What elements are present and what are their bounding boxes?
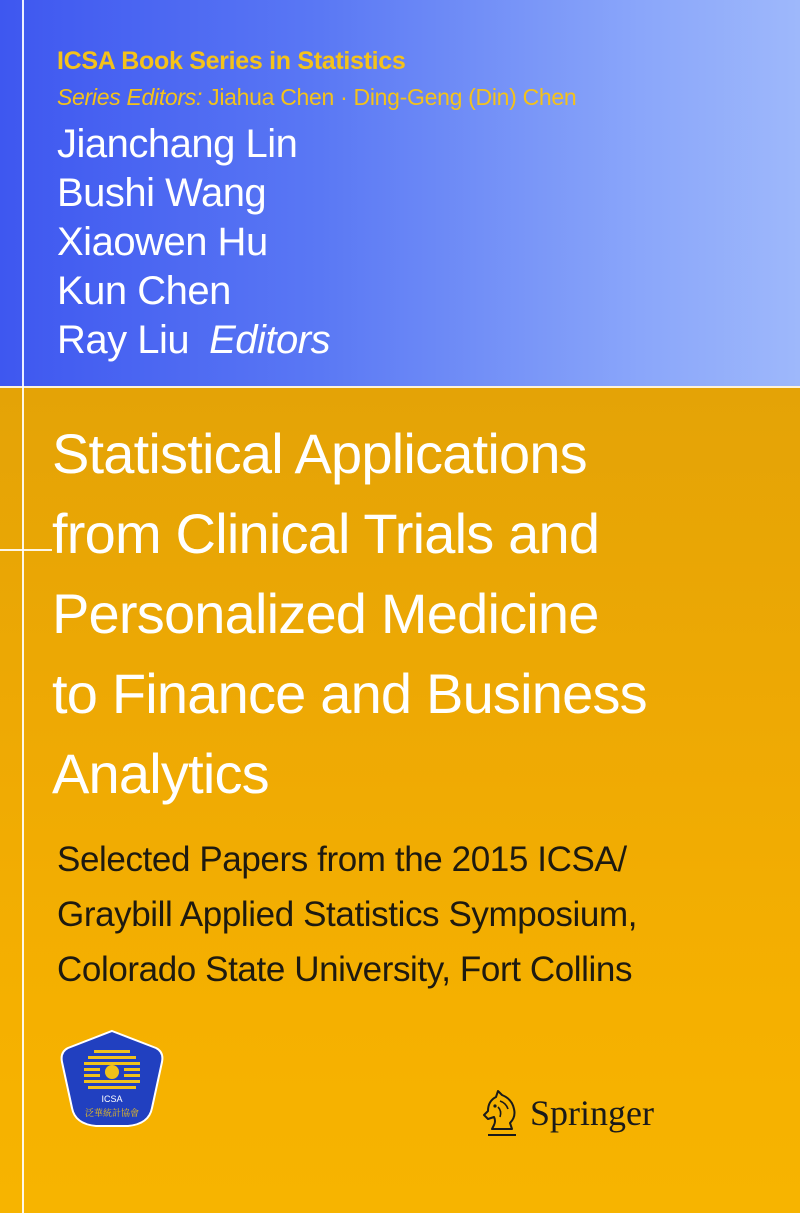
subtitle-line: Selected Papers from the 2015 ICSA/ (57, 840, 627, 879)
series-title: ICSA Book Series in Statistics (57, 47, 406, 75)
series-editors-label: Series Editors: (57, 84, 203, 110)
editor-name: Xiaowen Hu (57, 220, 268, 264)
editor-name: Jianchang Lin (57, 122, 298, 166)
editors-role: Editors (209, 318, 331, 362)
title-line: Personalized Medicine (52, 582, 599, 645)
band-separator (0, 386, 800, 388)
subtitle-line: Colorado State University, Fort Collins (57, 950, 633, 989)
title-line: Analytics (52, 742, 269, 805)
editor-name: Bushi Wang (57, 171, 267, 215)
book-title (52, 414, 772, 814)
vertical-rule (22, 0, 24, 1213)
editors-list (57, 120, 330, 365)
series-editors (57, 84, 576, 111)
book-subtitle (57, 832, 757, 997)
editor-name-last (57, 316, 330, 365)
springer-knight-icon (480, 1089, 524, 1137)
publisher-name: Springer (530, 1093, 654, 1133)
series-editors-names: Jiahua Chen · Ding-Geng (Din) Chen (208, 84, 577, 110)
icsa-logo (58, 1028, 166, 1128)
title-line: Statistical Applications (52, 422, 587, 485)
title-line: to Finance and Business (52, 662, 647, 725)
subtitle-line: Graybill Applied Statistics Symposium, (57, 895, 638, 934)
publisher-logo (480, 1088, 654, 1138)
logo-chinese-text: 泛華統計協會 (84, 1109, 140, 1119)
horizontal-tick (0, 549, 52, 551)
editor-name: Kun Chen (57, 269, 231, 313)
title-line: from Clinical Trials and (52, 502, 600, 565)
logo-text: ICSA (101, 1094, 123, 1104)
editor-name: Ray Liu (57, 318, 190, 362)
